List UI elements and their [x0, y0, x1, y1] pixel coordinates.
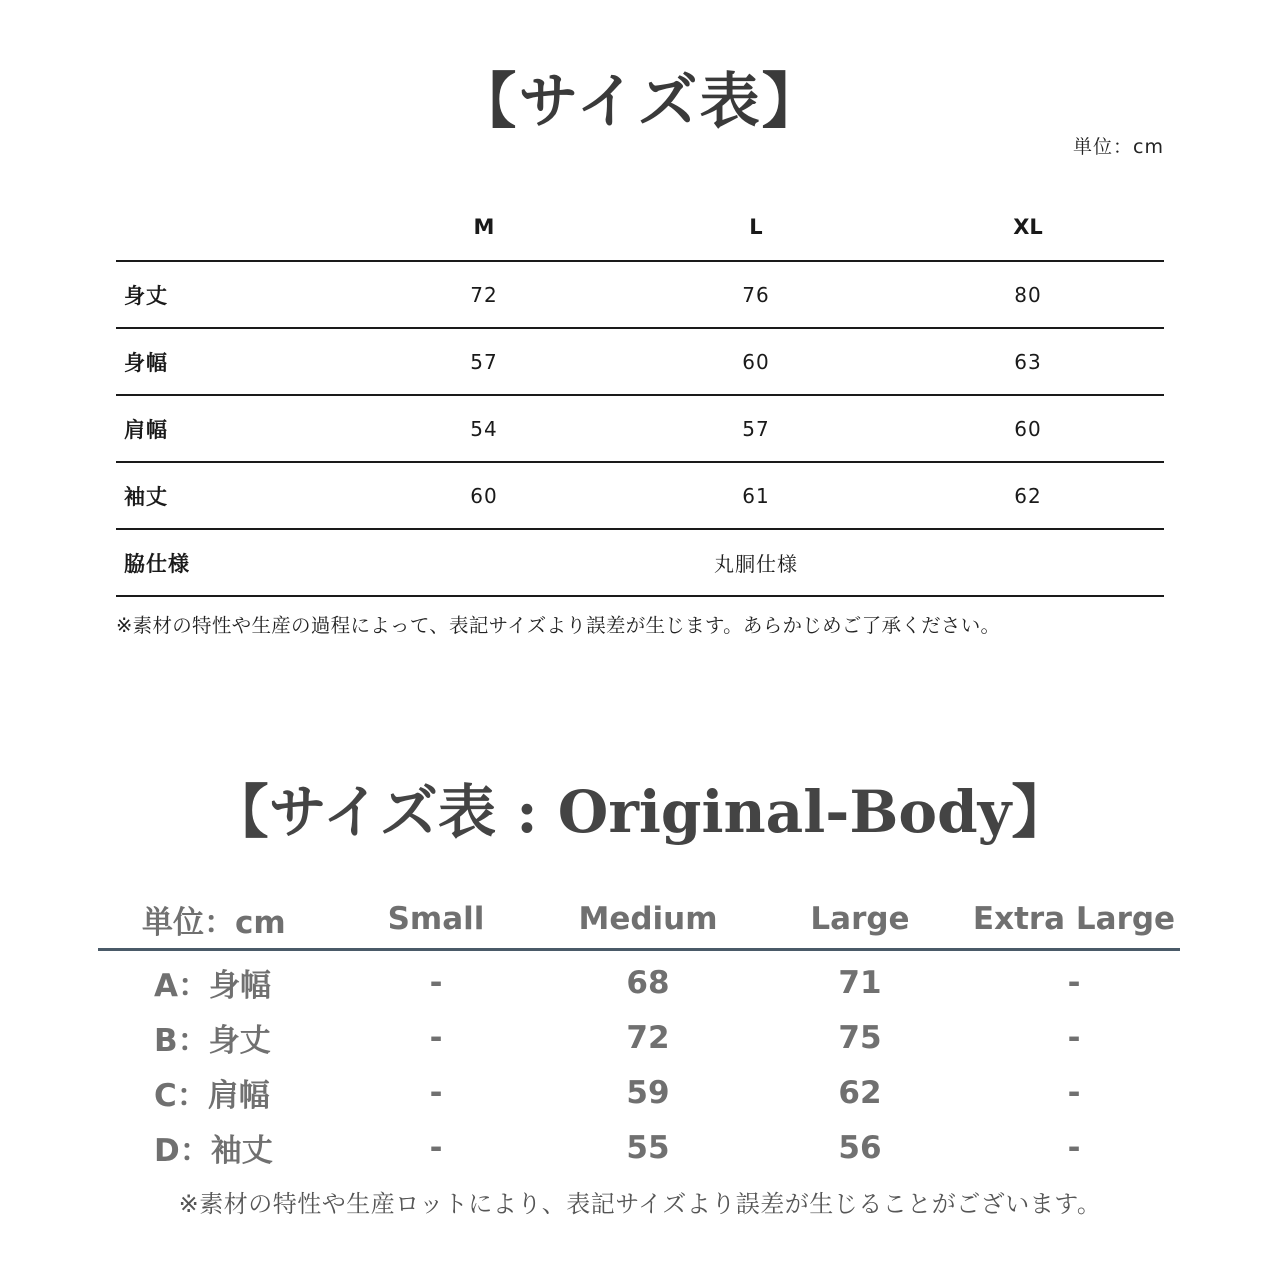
row-label: C：肩幅	[154, 1078, 270, 1114]
header-extra-large: Extra Large	[972, 901, 1176, 937]
header-unit: 単位：cm	[142, 904, 286, 941]
cell-value: 60	[620, 328, 892, 395]
cell-value: 71	[838, 964, 882, 1001]
cell-value: -	[429, 1019, 443, 1056]
cell-value: 80	[892, 261, 1164, 328]
cell-value: -	[429, 964, 443, 1001]
table-row	[116, 261, 1164, 328]
table-row	[116, 395, 1164, 462]
original-body-title: 【サイズ表 : Original-Body】	[210, 778, 1070, 846]
table-row	[98, 1065, 1180, 1120]
header-size-m: M	[348, 194, 620, 261]
disclaimer-note: ※素材の特性や生産の過程によって、表記サイズより誤差が生じます。あらかじめご了承ください。	[116, 614, 1001, 637]
row-label: 身丈	[116, 261, 348, 328]
cell-value: 68	[626, 964, 670, 1001]
table-row	[116, 328, 1164, 395]
row-label: 身幅	[116, 328, 348, 395]
table-row	[98, 1120, 1180, 1175]
cell-value: 54	[348, 395, 620, 462]
size-table-header	[116, 194, 1164, 261]
cell-value: 72	[348, 261, 620, 328]
row-label: 肩幅	[116, 395, 348, 462]
disclaimer-note-original: ※素材の特性や生産ロットにより、表記サイズより誤差が生じることがございます。	[178, 1190, 1102, 1218]
row-label: B：身丈	[154, 1023, 271, 1059]
cell-value: 61	[620, 462, 892, 529]
cell-value: 60	[348, 462, 620, 529]
cell-value: -	[1067, 1019, 1081, 1056]
unit-label: 単位：cm	[1073, 136, 1164, 158]
cell-value: 62	[892, 462, 1164, 529]
cell-value: 55	[626, 1129, 670, 1166]
table-row	[98, 1010, 1180, 1065]
row-label: A：身幅	[154, 968, 271, 1004]
table-row	[116, 462, 1164, 529]
cell-value-merged: 丸胴仕様	[348, 529, 1164, 596]
header-empty	[116, 194, 348, 261]
cell-value: 57	[348, 328, 620, 395]
cell-value: -	[1067, 964, 1081, 1001]
row-label: 袖丈	[116, 462, 348, 529]
cell-value: 62	[838, 1074, 882, 1111]
cell-value: -	[1067, 1074, 1081, 1111]
original-body-table	[98, 890, 1180, 1175]
row-label: 脇仕様	[116, 529, 348, 596]
cell-value: -	[429, 1074, 443, 1111]
header-large: Large	[810, 901, 910, 937]
header-medium: Medium	[578, 901, 718, 937]
cell-value: 60	[892, 395, 1164, 462]
size-table	[116, 194, 1164, 597]
original-body-header	[98, 890, 1180, 951]
header-small: Small	[387, 901, 485, 937]
cell-value: 57	[620, 395, 892, 462]
table-row	[98, 955, 1180, 1010]
cell-value: -	[429, 1129, 443, 1166]
table-row-side	[116, 529, 1164, 596]
cell-value: 76	[620, 261, 892, 328]
cell-value: 56	[838, 1129, 882, 1166]
cell-value: 72	[626, 1019, 670, 1056]
cell-value: 59	[626, 1074, 670, 1111]
header-size-l: L	[620, 194, 892, 261]
header-size-xl: XL	[892, 194, 1164, 261]
cell-value: 75	[838, 1019, 882, 1056]
row-label: D：袖丈	[154, 1133, 273, 1169]
size-chart-title: 【サイズ表】	[456, 67, 824, 137]
cell-value: 63	[892, 328, 1164, 395]
cell-value: -	[1067, 1129, 1081, 1166]
